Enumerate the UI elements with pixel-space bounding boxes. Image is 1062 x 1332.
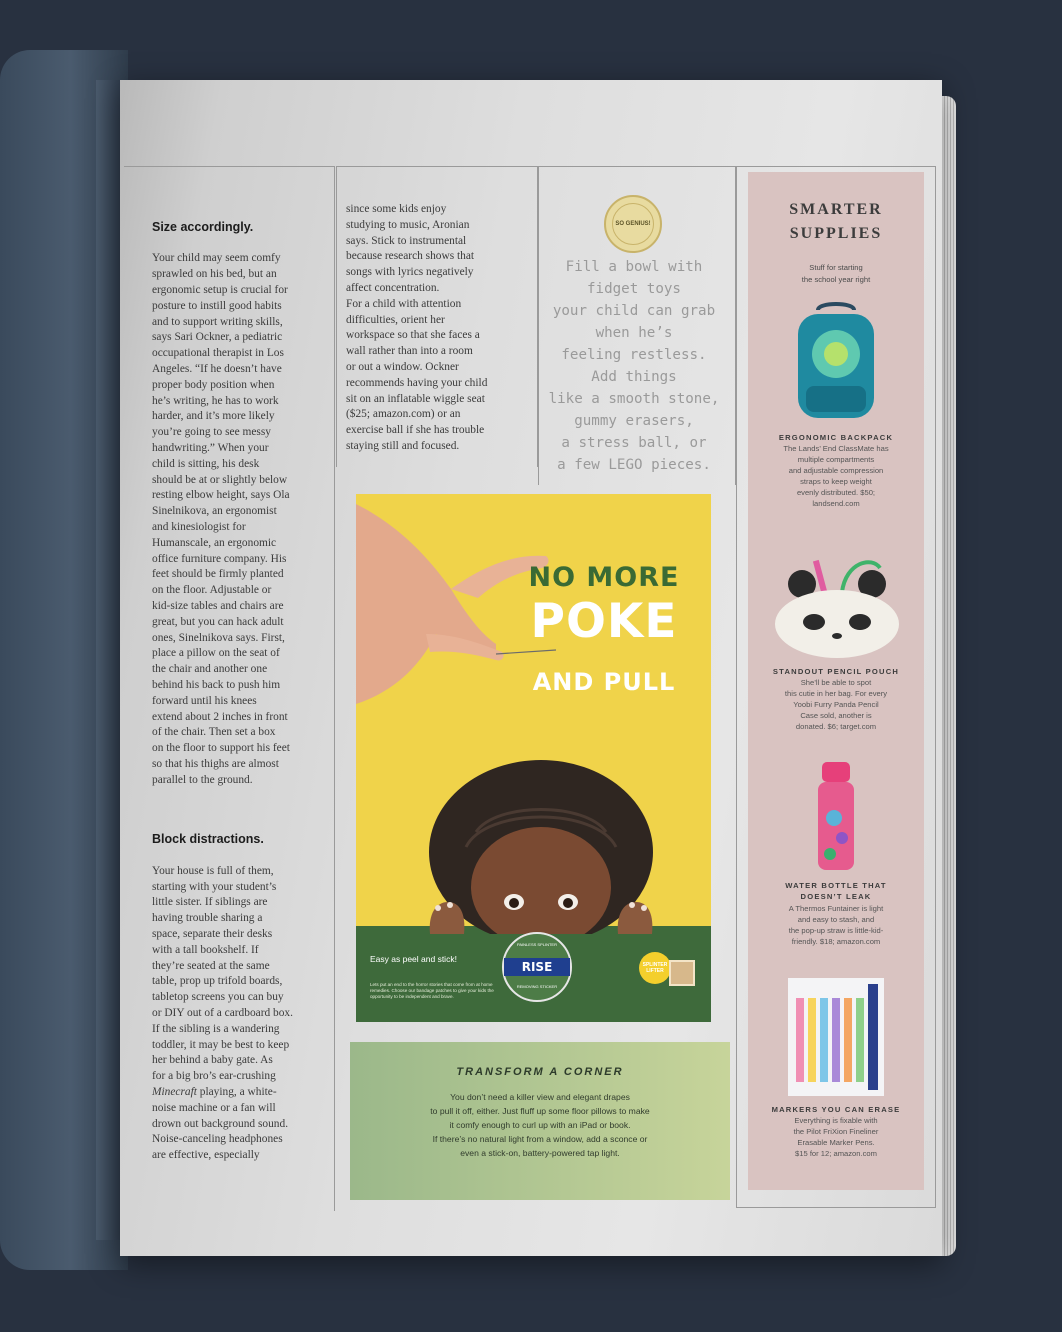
transform-body: You don’t need a killer view and elegant drapes to pull it off, either. Just fluff up some floor pillows to make it comfy enough to curl up with an iPad or book. If there’s no natural light from a window, add a sconce or even a stick-on, battery-powered tap light.: [430, 1092, 650, 1158]
so-genius-badge: [604, 195, 662, 253]
transform-corner-box: [350, 1042, 730, 1200]
product-name-water-bottle: WATER BOTTLE THAT DOESN’T LEAK: [785, 881, 887, 901]
sidebar-title: SMARTER SUPPLIES: [789, 201, 883, 242]
ad-fine-print: Lets put an end to the horror stories that come from at home remedies. Choose our bandage patches to give your kids the opportunity to be independent and brave.: [370, 982, 494, 999]
product-desc-pencil-pouch: She’ll be able to spot this cutie in her bag. For every Yoobi Furry Panda Pencil Case sold, another is donated. $6; target.com: [784, 678, 888, 731]
section-body-size: Your child may seem comfy sprawled on his bed, but an ergonomic setup is crucial for posture to instill good habits and to support writing skills, says Sari Ockner, a pediatric occupational therapist in Los Angeles. “If he doesn’t have proper body position when he’s writing, he has to work harder, and it’s more likely you’re going to see messy handwriting.” When your child is sitting, his desk should be at or slightly below resting elbow height, says Ola Sinelnikova, an ergonomist and kinesiologist for Humanscale, an ergonomic office furniture company. His feet should be firmly planted on the floor. Adjustable or kid-size tables and chairs are great, but you can hack adult ones, Sinelnikova says. First, place a pillow on the seat of the chair and another one behind his back to push him forward until his knees extend about 2 inches in front of the chair. Then set a box on the floor to support his feet so that his thighs are almost parallel to the ground.: [152, 252, 290, 786]
rise-logo: [502, 932, 572, 1002]
magazine-page: [120, 80, 942, 1256]
transform-heading: TRANSFORM A CORNER: [456, 1066, 624, 1078]
bandage-icon: [669, 960, 695, 986]
rise-ring-top: PAINLESS SPLINTER: [517, 942, 557, 947]
markers-icon: [788, 978, 884, 1096]
ad-headline-and-pull: AND PULL: [532, 668, 676, 696]
product-desc-backpack: The Lands’ End ClassMate has multiple compartments and adjustable compression straps to keep weight evenly distributed. $50; landsend.com: [783, 444, 889, 508]
ad-headline-poke: POKE: [530, 594, 678, 649]
product-name-pencil-pouch: STANDOUT PENCIL POUCH: [772, 667, 900, 676]
left-column: [152, 204, 334, 1180]
middle-column: since some kids enjoy studying to music, Aronian says. Stick to instrumental because research shows that songs with lyrics negatively affect concentration. For a child with attention difficulties, orient her workspace so that she faces a wall rather than into a room or out a window. Ockner recommends having your child sit on an inflatable wiggle seat ($25; amazon.com) or an exercise ball if she has trouble staying still and focused.: [346, 203, 488, 452]
rise-advertisement: [356, 494, 711, 1022]
ad-headline-no-more: NO MORE: [528, 562, 680, 593]
section-body-block-a: Your house is full of them, starting with your student’s little sister. If siblings are having trouble sharing a space, separate their desks with a tall bookshelf. If they’re seated at the same table, prop up trifold boards, tabletop screens you can buy or DIY out of a cardboard box. If the sibling is a wandering toddler, it may be best to keep her behind a baby gate. As for a big bro’s ear-crushing: [152, 864, 293, 1083]
rise-brand: RISE: [504, 958, 570, 976]
sidebar-subtitle: Stuff for starting the school year right: [801, 263, 871, 284]
smarter-supplies-sidebar: [748, 172, 924, 1190]
product-name-backpack: ERGONOMIC BACKPACK: [778, 433, 894, 442]
so-genius-label: SO GENIUS!: [612, 203, 654, 245]
section-heading-size: Size accordingly.: [152, 219, 254, 234]
product-desc-markers: Everything is fixable with the Pilot FriXion Fineliner Erasable Marker Pens. $15 for 12; amazon.com: [793, 1116, 879, 1158]
rise-ring-bottom: REMOVING STICKER: [516, 984, 558, 989]
backpack-icon: [788, 302, 884, 422]
splinter-lifter-badge: SPLINTER LIFTER: [639, 952, 671, 984]
product-name-markers: MARKERS YOU CAN ERASE: [771, 1105, 901, 1114]
water-bottle-icon: [812, 762, 860, 872]
tip-text: Fill a bowl with fidget toys your child can grab when he’s feeling restless. Add things like a smooth stone, gummy erasers, a stress ball, or a few LEGO pieces.: [548, 259, 720, 473]
panda-pencil-pouch-icon: [772, 552, 902, 662]
ad-tagline: Easy as peel and stick!: [370, 954, 457, 964]
section-body-block-b: playing, a white- noise machine or a fan will drown out background sound. Noise-canceling headphones are effective, especially: [152, 1086, 289, 1162]
section-body-block: [152, 864, 334, 1164]
product-desc-water-bottle: A Thermos Funtainer is light and easy to stash, and the pop-up straw is little-kid- friendly. $18; amazon.com: [788, 904, 884, 946]
child-illustration: [396, 752, 686, 934]
section-heading-block: Block distractions.: [152, 832, 264, 847]
minecraft-italic: Minecraft: [152, 1086, 197, 1099]
